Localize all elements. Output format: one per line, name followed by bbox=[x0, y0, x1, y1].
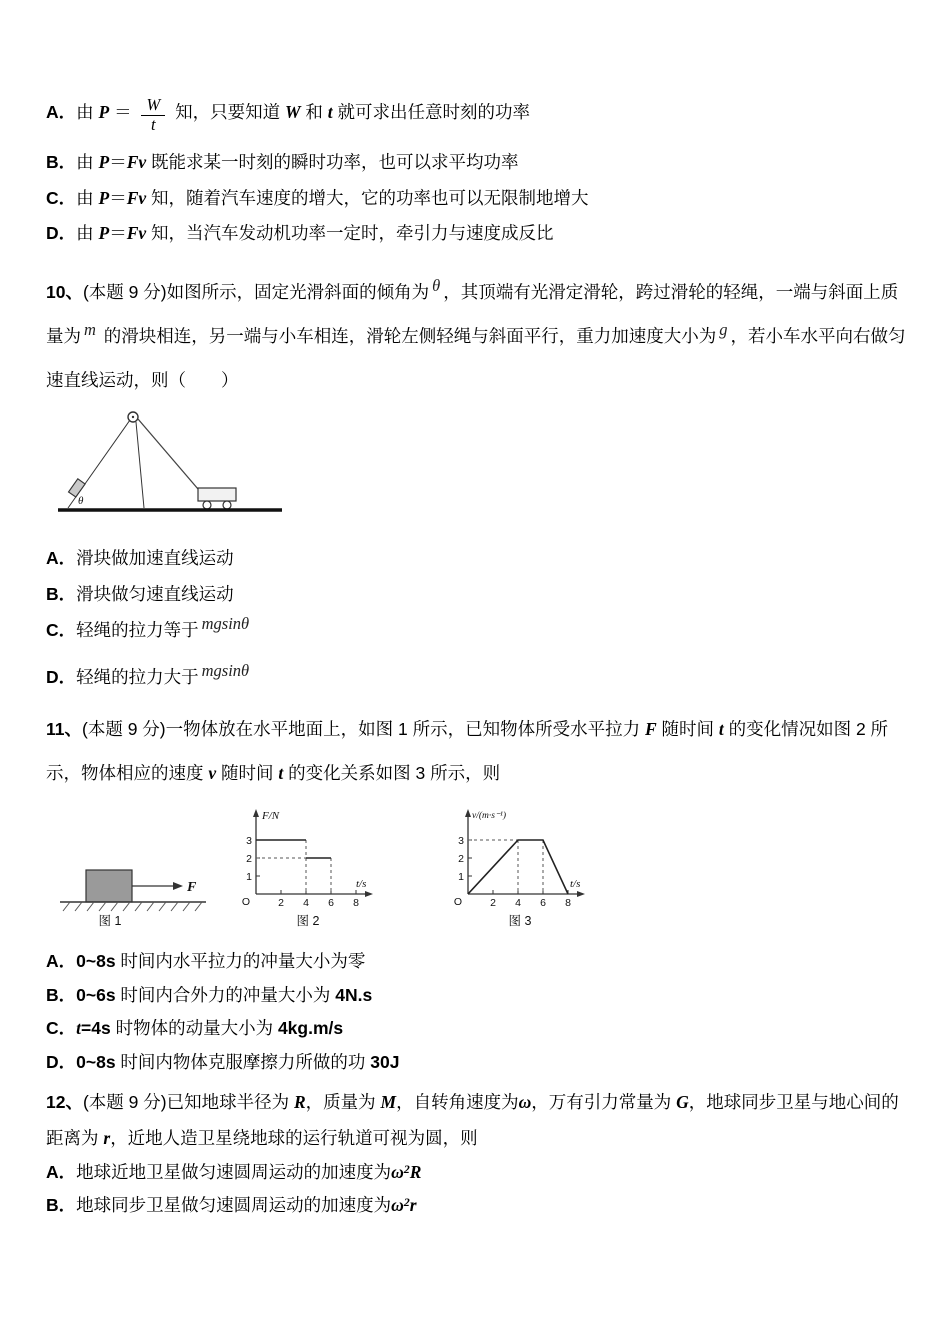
text-segment: Fv bbox=[126, 187, 147, 208]
text-segment: R bbox=[409, 1161, 422, 1182]
text-segment: B． bbox=[46, 984, 77, 1005]
text-segment: ＝ bbox=[109, 101, 137, 122]
text-segment: ω bbox=[518, 1091, 532, 1112]
text-segment: 随时间 bbox=[656, 719, 719, 740]
option-9a bbox=[46, 96, 908, 135]
y-axis-label: F/N bbox=[262, 809, 280, 822]
velocity-time-graph bbox=[440, 802, 600, 928]
figure-2-caption: 图 2 bbox=[296, 913, 320, 928]
text-segment: ，近地人造卫星绕地球的运行轨道可视为圆，则 bbox=[110, 1127, 478, 1148]
text-segment: B． bbox=[46, 584, 77, 605]
text-segment: B． bbox=[46, 1195, 77, 1216]
question-9-options bbox=[46, 96, 908, 245]
x-axis-arrowhead bbox=[365, 891, 373, 897]
text-segment: 既能求某一时刻的瞬时功率，也可以求平均功率 bbox=[146, 151, 519, 172]
text-segment: ，自转角速度为 bbox=[396, 1091, 519, 1112]
force-label: F bbox=[187, 879, 197, 895]
option-10a bbox=[46, 547, 908, 570]
theta-label: θ bbox=[78, 495, 84, 508]
text-segment: 由 bbox=[76, 187, 99, 208]
text-segment: ，其顶端有光滑定滑轮，跨过滑轮的轻绳，一端与斜面上质量为 bbox=[46, 282, 899, 346]
cart-body bbox=[198, 488, 236, 501]
text-segment: (本题 9 分)一物体放在水平地面上，如图 1 所示，已知物体所受水平拉力 bbox=[82, 719, 645, 740]
text-segment: ＝ bbox=[109, 187, 127, 208]
text-segment: 10、 bbox=[46, 282, 83, 303]
text-segment: C． bbox=[46, 619, 77, 640]
cart-wheel-right bbox=[223, 501, 231, 509]
text-segment: P bbox=[98, 223, 110, 244]
option-9d bbox=[46, 222, 908, 245]
text-segment: ＝ bbox=[109, 151, 127, 172]
text-segment: g bbox=[719, 319, 728, 339]
text-segment: v bbox=[208, 763, 217, 784]
text-segment: 随时间 bbox=[216, 763, 279, 784]
question-12-stem bbox=[46, 1085, 908, 1157]
text-segment: ω bbox=[391, 1195, 404, 1216]
text-segment: M bbox=[380, 1091, 397, 1112]
fraction bbox=[141, 96, 165, 135]
text-segment: 时间内物体克服摩擦力所做的功 bbox=[115, 1052, 371, 1073]
x-tick-6: 6 bbox=[540, 896, 546, 909]
text-segment: 时间内合外力的冲量大小为 bbox=[115, 984, 336, 1005]
fraction-denominator: t bbox=[141, 115, 165, 135]
text-segment: t bbox=[718, 719, 724, 740]
text-segment: r bbox=[103, 1127, 111, 1148]
x-axis-label: t/s bbox=[356, 877, 367, 890]
text-segment: m bbox=[84, 319, 96, 339]
text-segment: 滑块做加速直线运动 bbox=[76, 548, 234, 569]
question-10 bbox=[46, 271, 908, 688]
text-segment: P bbox=[98, 151, 110, 172]
text-segment: 时间内水平拉力的冲量大小为零 bbox=[115, 950, 366, 971]
text-segment: (本题 9 分)已知地球半径为 bbox=[82, 1091, 294, 1112]
cart-wheel-left bbox=[203, 501, 211, 509]
figure-1-caption: 图 1 bbox=[98, 913, 122, 928]
option-11b bbox=[46, 984, 908, 1007]
text-segment: θ bbox=[432, 276, 441, 296]
text-segment: (本题 9 分)如图所示，固定光滑斜面的倾角为 bbox=[82, 282, 430, 303]
text-segment: B． bbox=[46, 151, 77, 172]
question-10-stem bbox=[46, 271, 908, 402]
text-segment: t bbox=[327, 101, 333, 122]
text-segment: ，地球同步卫星与地心间的距离为 bbox=[46, 1091, 899, 1148]
block bbox=[86, 870, 132, 902]
text-segment: W bbox=[284, 101, 301, 122]
y-tick-2: 2 bbox=[458, 852, 464, 865]
text-segment: 由 bbox=[76, 101, 99, 122]
text-segment: Fv bbox=[126, 223, 147, 244]
option-10c bbox=[46, 613, 908, 642]
text-segment: 知，随着汽车速度的增大，它的功率也可以无限制地增大 bbox=[146, 187, 589, 208]
text-segment: P bbox=[98, 101, 110, 122]
option-10d bbox=[46, 660, 908, 689]
text-segment: 时物体的动量大小为 bbox=[110, 1018, 278, 1039]
text-segment: 地球同步卫星做匀速圆周运动的加速度为 bbox=[76, 1195, 392, 1216]
text-segment: A． bbox=[46, 1161, 77, 1182]
block-force-figure bbox=[56, 856, 216, 928]
question-11-stem bbox=[46, 708, 908, 796]
x-tick-8: 8 bbox=[565, 896, 571, 909]
text-segment: 2 bbox=[403, 1195, 410, 1210]
text-segment: Fv bbox=[126, 151, 147, 172]
incline-pulley-figure bbox=[56, 406, 908, 533]
text-segment: 由 bbox=[76, 223, 99, 244]
ground-hatching bbox=[63, 902, 202, 911]
text-segment: ，质量为 bbox=[305, 1091, 381, 1112]
text-segment: mgsinθ bbox=[201, 660, 250, 680]
text-segment: ＝ bbox=[109, 223, 127, 244]
text-segment: 0~6s bbox=[76, 984, 116, 1005]
text-segment: 由 bbox=[76, 151, 99, 172]
rope bbox=[138, 419, 198, 489]
fraction-numerator: W bbox=[146, 95, 161, 114]
figure-3-caption: 图 3 bbox=[508, 913, 532, 928]
incline-pulley-svg bbox=[56, 406, 286, 528]
question-11 bbox=[46, 708, 908, 1074]
text-segment: 地球近地卫星做匀速圆周运动的加速度为 bbox=[76, 1161, 392, 1182]
text-segment: A． bbox=[46, 548, 77, 569]
text-segment: A． bbox=[46, 950, 77, 971]
text-segment: 的滑块相连，另一端与小车相连，滑轮左侧轻绳与斜面平行，重力加速度大小为 bbox=[98, 325, 717, 346]
x-tick-2: 2 bbox=[490, 896, 496, 909]
text-segment: 的变化情况如图 2 所示，物体相应的速度 bbox=[46, 719, 889, 784]
text-segment: r bbox=[409, 1195, 417, 1216]
option-12b bbox=[46, 1194, 908, 1217]
text-segment: D． bbox=[46, 223, 77, 244]
option-11a bbox=[46, 950, 908, 973]
x-tick-4: 4 bbox=[515, 896, 521, 909]
force-arrowhead bbox=[173, 882, 183, 890]
text-segment: 4kg.m/s bbox=[277, 1018, 344, 1039]
force-time-graph bbox=[228, 802, 378, 928]
text-segment: D． bbox=[46, 666, 77, 687]
text-segment: ，若小车水平向右做匀速直线运动，则（ ） bbox=[46, 325, 906, 390]
y-axis-label: v/(m·s⁻¹) bbox=[472, 810, 506, 821]
option-9b bbox=[46, 151, 908, 174]
y-axis-arrowhead bbox=[253, 809, 259, 817]
text-segment: mgsinθ bbox=[201, 613, 250, 633]
text-segment: 滑块做匀速直线运动 bbox=[76, 584, 234, 605]
x-tick-6: 6 bbox=[328, 896, 334, 909]
y-tick-3: 3 bbox=[458, 834, 464, 847]
text-segment: 0~8s bbox=[76, 1052, 116, 1073]
text-segment: G bbox=[676, 1091, 689, 1112]
origin-label: O bbox=[453, 895, 462, 908]
x-tick-8: 8 bbox=[353, 896, 359, 909]
option-9c bbox=[46, 187, 908, 210]
text-segment: C． bbox=[46, 187, 77, 208]
text-segment: 2 bbox=[403, 1161, 410, 1176]
text-segment: D． bbox=[46, 1052, 77, 1073]
text-segment: 知，当汽车发动机功率一定时，牵引力与速度成反比 bbox=[146, 223, 554, 244]
x-axis-arrowhead bbox=[577, 891, 585, 897]
y-tick-3: 3 bbox=[246, 834, 252, 847]
text-segment: 11、 bbox=[46, 719, 82, 740]
text-segment: ω bbox=[391, 1161, 404, 1182]
text-segment: 12、 bbox=[46, 1091, 83, 1112]
text-segment: 的变化关系如图 3 所示，则 bbox=[283, 763, 501, 784]
text-segment: 轻绳的拉力等于 bbox=[76, 619, 199, 640]
text-segment: C． bbox=[46, 1018, 77, 1039]
pulley-axle bbox=[132, 416, 134, 418]
text-segment: 知，只要知道 bbox=[170, 101, 285, 122]
text-segment: 30J bbox=[370, 1052, 400, 1073]
text-segment: 就可求出任意时刻的功率 bbox=[332, 101, 530, 122]
option-12a bbox=[46, 1161, 908, 1184]
incline-right-side bbox=[136, 422, 144, 508]
y-axis-arrowhead bbox=[465, 809, 471, 817]
option-10b bbox=[46, 583, 908, 606]
text-segment: 4N.s bbox=[335, 984, 373, 1005]
x-axis-label: t/s bbox=[570, 877, 581, 890]
text-segment: 0~8s bbox=[76, 950, 116, 971]
x-tick-2: 2 bbox=[278, 896, 284, 909]
text-segment: P bbox=[98, 187, 110, 208]
option-11d bbox=[46, 1051, 908, 1074]
text-segment: A． bbox=[46, 101, 77, 122]
text-segment: F bbox=[644, 719, 657, 740]
question-12 bbox=[46, 1085, 908, 1217]
option-11c bbox=[46, 1017, 908, 1040]
y-tick-1: 1 bbox=[458, 870, 464, 883]
text-segment: 轻绳的拉力大于 bbox=[76, 666, 199, 687]
y-tick-1: 1 bbox=[246, 870, 252, 883]
x-tick-4: 4 bbox=[303, 896, 309, 909]
text-segment: =4s bbox=[81, 1018, 111, 1039]
text-segment: ，万有引力常量为 bbox=[531, 1091, 677, 1112]
text-segment: 和 bbox=[300, 101, 328, 122]
origin-label: O bbox=[241, 895, 250, 908]
question-11-figures bbox=[56, 802, 908, 928]
y-tick-2: 2 bbox=[246, 852, 252, 865]
text-segment: t bbox=[278, 763, 284, 784]
text-segment: R bbox=[293, 1091, 306, 1112]
text-segment: t bbox=[76, 1018, 82, 1039]
